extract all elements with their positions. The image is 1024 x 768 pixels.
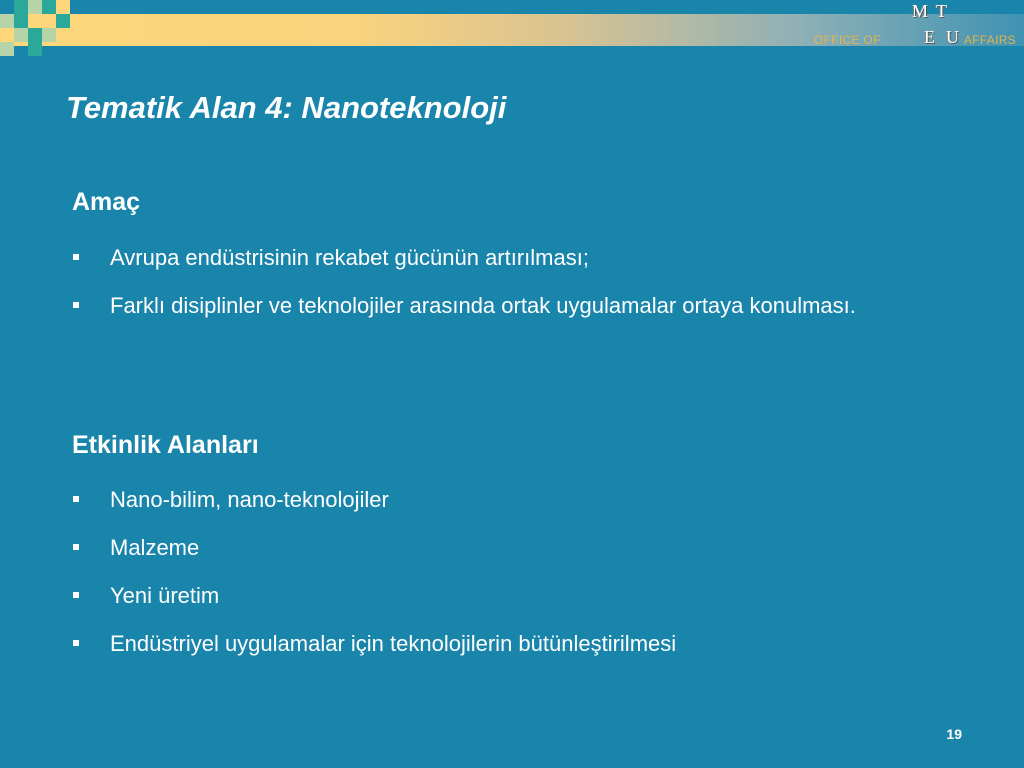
logo-office-text: OFFICE OF [814, 33, 881, 47]
bullet-text: Malzeme [110, 535, 200, 560]
square-bullet-icon [73, 544, 79, 550]
logo-letter-e: E [924, 27, 935, 47]
bullet-text: Endüstriyel uygulamalar için teknolojilerin bütünleştirilmesi [110, 631, 677, 656]
section-heading-amac: Amaç [72, 188, 141, 216]
list-item [72, 479, 952, 520]
square-bullet-icon [73, 496, 79, 502]
bullet-list-etkinlik [72, 479, 952, 671]
square-bullet-icon [73, 254, 79, 260]
square-bullet-icon [73, 302, 79, 308]
square-bullet-icon [73, 592, 79, 598]
logo-letter-m: M [912, 1, 929, 21]
list-item [72, 237, 952, 278]
list-item [72, 623, 952, 664]
bullet-text: Farklı disiplinler ve teknolojiler arasında ortak uygulamalar ortaya konulması. [110, 293, 856, 318]
bullet-text: Avrupa endüstrisinin rekabet gücünün artırılması; [110, 245, 589, 270]
bullet-text: Yeni üretim [110, 583, 220, 608]
slide-title: Tematik Alan 4: Nanoteknoloji [66, 90, 507, 125]
logo-affairs-text: AFFAIRS [963, 33, 1016, 47]
bullet-text: Nano-bilim, nano-teknolojiler [110, 487, 389, 512]
page-number: 19 [946, 726, 962, 742]
logo-letter-u: U [946, 27, 959, 47]
list-item [72, 285, 952, 326]
logo-letter-t: T [936, 1, 947, 21]
square-bullet-icon [73, 640, 79, 646]
checker-decoration [0, 0, 80, 60]
metu-logo [784, 0, 1024, 58]
bullet-list-amac [72, 237, 952, 333]
list-item [72, 575, 952, 616]
section-heading-etkinlik: Etkinlik Alanları [72, 431, 259, 459]
list-item [72, 527, 952, 568]
